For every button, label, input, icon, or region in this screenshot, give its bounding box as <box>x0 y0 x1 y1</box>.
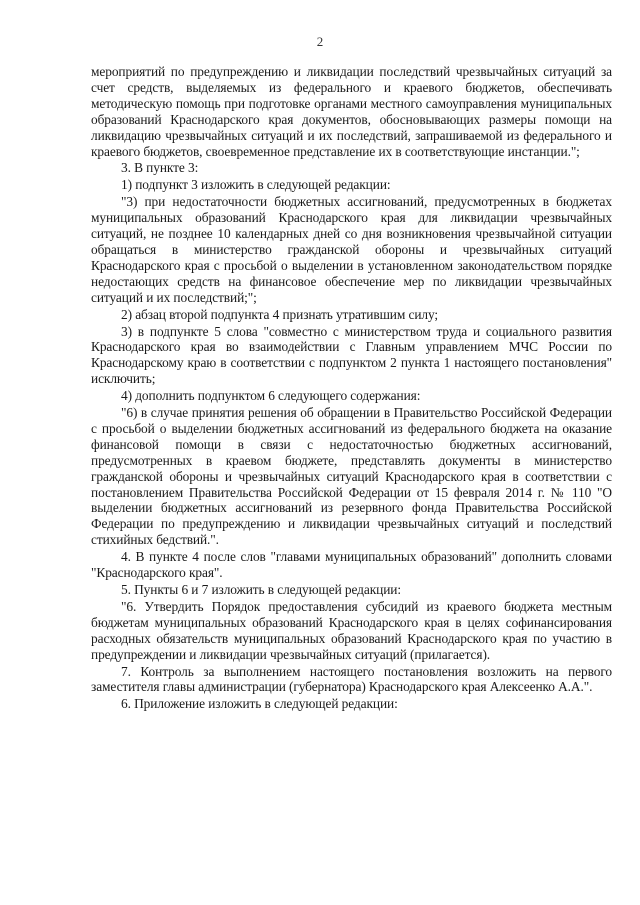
page-number: 2 <box>316 34 324 49</box>
paragraph-subitem-6-text: "6) в случае принятия решения об обращении в Правительство Российской Федерации с просьбой о выделении бюджетных ассигнований из федерального бюджета на оказание финансовой помощи в связи с недостаточностью бюджетных ассигнований, предусмотренных в краевом бюджете, представлять документы в министерство гражданской обороны и чрезвычайных ситуаций Краснодарского края в соответствии с постановлением Правительства Российской Федерации от 15 февраля 2014 г. № 110 "О выделении бюджетных ассигнований из резервного фонда Правительства Российской Федерации по предупреждению и ликвидации чрезвычайных ситуаций и последствий стихийных бедствий.". <box>91 405 612 548</box>
paragraph-item-4: 4. В пункте 4 после слов "главами муниципальных образований" дополнить словами "Краснодарского края". <box>91 549 612 581</box>
paragraph-continuation: мероприятий по предупреждению и ликвидации последствий чрезвычайных ситуаций за счет средств, выделяемых из федерального и краевого бюджетов, обеспечивать методическую помощь при подготовке органами местного самоуправления муниципальных образований Краснодарского края документов, обосновывающих размеры помощи на ликвидацию чрезвычайных ситуаций и их последствий, запрашиваемой из федерального и краевого бюджетов, своевременное представление их в соответствующие инстанции."; <box>91 64 612 159</box>
paragraph-subitem-1: 1) подпункт 3 изложить в следующей редакции: <box>121 177 391 193</box>
paragraph-item-5: 5. Пункты 6 и 7 изложить в следующей редакции: <box>121 582 401 597</box>
paragraph-subitem-3: 3) в подпункте 5 слова "совместно с министерством труда и социального развития Краснодарского края во взаимодействии с Главным управлением МЧС России по Краснодарскому краю в соответствии с подпунктом 2 пункта 1 настоящего постановления" исключить; <box>91 323 612 387</box>
paragraph-item-3: 3. В пункте 3: <box>121 160 199 176</box>
paragraph-point-7-text: 7. Контроль за выполнением настоящего постановления возложить на первого заместителя главы администрации (губернатора) Краснодарского края Алексеенко А.А.". <box>91 663 612 695</box>
paragraph-subitem-3-text: "3) при недостаточности бюджетных ассигнований, предусмотренных в бюджетах муниципальных образований Краснодарского края для ликвидации чрезвычайных ситуаций, не позднее 10 календарных дней со дня возникновения чрезвычайной ситуации обращаться в министерство гражданской обороны и чрезвычайных ситуаций Краснодарского края с просьбой о выделении в установленном законодательством порядке недостающих средств на финансовое обеспечение мер по ликвидации чрезвычайных ситуаций и их последствий;"; <box>91 194 612 305</box>
paragraph-subitem-4: 4) дополнить подпунктом 6 следующего содержания: <box>121 388 421 404</box>
paragraph-item-6: 6. Приложение изложить в следующей редакции: <box>121 696 398 712</box>
document-body <box>91 64 612 712</box>
paragraph-point-6-text: "6. Утвердить Порядок предоставления субсидий из краевого бюджета местным бюджетам муниципальных образований Краснодарского края в целях софинансирования расходных обязательств муниципальных образований Краснодарского края по участию в предупреждении и ликвидации чрезвычайных ситуаций (прилагается). <box>91 598 612 662</box>
paragraph-subitem-2: 2) абзац второй подпункта 4 признать утратившим силу; <box>121 306 439 322</box>
